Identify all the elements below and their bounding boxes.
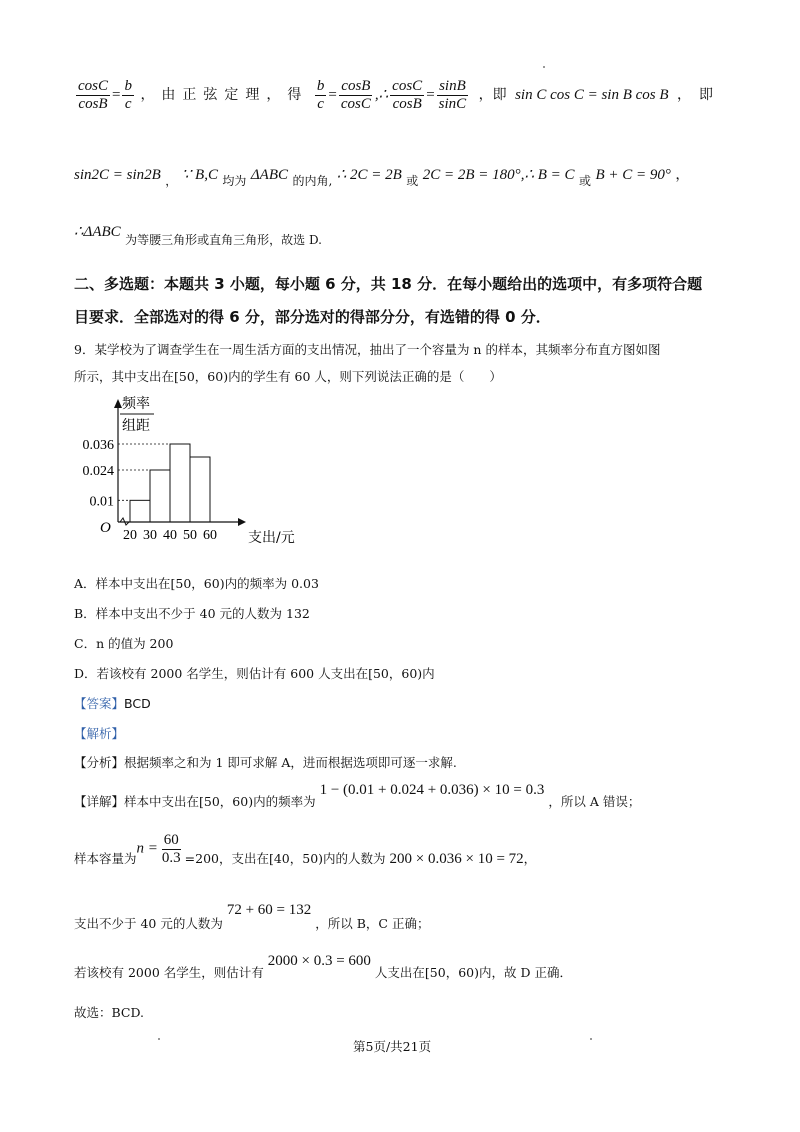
- text-ji-2: ，即: [677, 87, 721, 103]
- fraction-cosc-cosb: $\frac{\cos C}{\cos B}$: [78, 78, 109, 112]
- text-sine-law: ，由正弦定理，得: [140, 87, 309, 103]
- page-footer: 第5页/共21页: [353, 1039, 432, 1054]
- equation-estimate: 2000 × 0.3 = 600: [267, 953, 371, 969]
- option-d: D．若该校有 2000 名学生，则估计有 600 人支出在[50，60)内: [74, 666, 435, 681]
- fraction-b-c: $\frac{b}{c}$: [124, 78, 132, 112]
- equation-sinc-cosc: sin C cos C = sin B cos B: [515, 87, 669, 103]
- section-heading-line-1: 二、多选题：本题共 3 小题，每小题 6 分，共 18 分．在每小题给出的选项中，有多项符合题: [74, 275, 703, 293]
- x-tick-label: 40: [163, 528, 177, 543]
- y-tick-label: 0.036: [82, 438, 114, 453]
- scan-dot: [543, 66, 545, 68]
- origin-label: O: [100, 520, 111, 536]
- detail-line-2: 样本容量为n = $\frac{60}{0.3}$ =200，支出在[40，50)内的人数为 200 × 0.036 × 10 = 72，: [74, 832, 537, 867]
- y-tick-label: 0.024: [82, 464, 114, 479]
- solution-line-2: sin2C = sin2B ， ∵ B,C 均为 ΔABC 的内角, ∴ 2C = 2B 或 2C = 2B = 180°,∴ B = C 或 B + C = 90° ，: [74, 167, 690, 188]
- conclusion: 故选：BCD.: [74, 1005, 145, 1020]
- option-b: B．样本中支出不少于 40 元的人数为 132: [74, 606, 310, 621]
- histogram-bar: [190, 457, 210, 522]
- detail-line-1: 【详解】样本中支出在[50，60)内的频率为 1 − (0.01 + 0.024 + 0.036) × 10 = 0.3 ，所以 A 错误；: [74, 782, 641, 809]
- y-label-denominator: 组距: [122, 418, 150, 434]
- x-tick-label: 60: [203, 528, 217, 543]
- scan-dot: [158, 1038, 160, 1040]
- answer-tag: 【答案】: [74, 696, 125, 711]
- detail-line-4: 若该校有 2000 名学生，则估计有 2000 × 0.3 = 600 人支出在[50，60)内，故 D 正确．: [74, 953, 572, 980]
- y-tick-label: 0.01: [89, 494, 114, 510]
- analysis-tag: 【解析】: [74, 726, 125, 741]
- section-heading-line-2: 目要求．全部选对的得 6 分，部分选对的得部分分，有选错的得 0 分．: [74, 308, 551, 326]
- text-ji-1: ，即: [478, 87, 507, 103]
- scan-dot: [590, 1038, 592, 1040]
- question-9-line-1: 9．某学校为了调查学生在一周生活方面的支出情况，抽出了一个容量为 n 的样本，其频率分布直方图如图: [74, 342, 661, 357]
- answer-line: [74, 694, 151, 712]
- solution-line-3: ∴ΔABC 为等腰三角形或直角三角形，故选 D.: [74, 224, 322, 247]
- option-c: C．n 的值为 200: [74, 636, 174, 651]
- histogram-bar: [150, 470, 170, 522]
- x-tick-label: 20: [123, 528, 137, 543]
- x-axis-label: 支出/元: [248, 530, 295, 546]
- answer-value: BCD: [124, 696, 151, 711]
- x-axis-arrow: [238, 518, 246, 526]
- frequency-histogram: [70, 394, 295, 554]
- equation-frequency: 1 − (0.01 + 0.024 + 0.036) × 10 = 0.3: [319, 782, 545, 798]
- x-tick-label: 30: [143, 528, 157, 543]
- equation-count-over-40: 72 + 60 = 132: [226, 902, 312, 918]
- histogram-bar: [170, 444, 190, 522]
- histogram-bar: [130, 500, 150, 522]
- solution-line-1: $\frac{\cos C}{\cos B}$ = $\frac{b}{c}$ ，由正弦定理，得 $\frac{b}{c}$ = $\frac{\cos B}{\cos C}$ ,∴ $\frac{\cos C}{\cos B}$ = $\frac{\sin B}{\sin C}$ ，即 sin C cos C = sin B cos B ，即: [78, 78, 721, 112]
- question-9-line-2: 所示，其中支出在[50，60)内的学生有 60 人，则下列说法正确的是（ ）: [74, 369, 502, 384]
- option-a: A．样本中支出在[50，60)内的频率为 0.03: [74, 576, 319, 591]
- detail-line-3: 支出不少于 40 元的人数为 72 + 60 = 132 ，所以 B，C 正确；: [74, 902, 430, 931]
- fraction-60-over-0-3: $\frac{60}{0.3}$: [161, 832, 181, 866]
- y-axis-arrow: [114, 399, 122, 408]
- x-tick-label: 50: [183, 528, 197, 543]
- analysis-summary: 【分析】根据频率之和为 1 即可求解 A，进而根据选项即可逐一求解.: [74, 755, 457, 770]
- equation-count-40-50: 200 × 0.036 × 10 = 72: [389, 850, 524, 867]
- y-label-numerator: 频率: [122, 396, 150, 412]
